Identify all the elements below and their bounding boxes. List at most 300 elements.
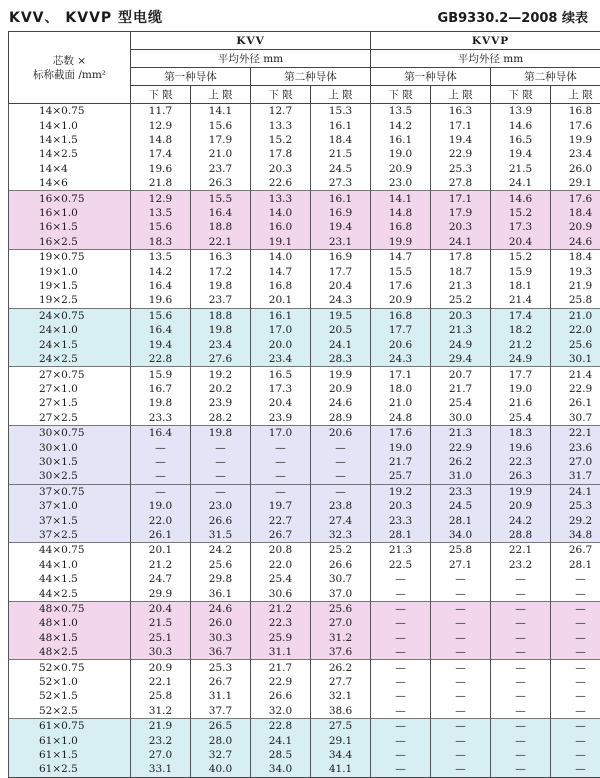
value-cell: 21.3 [371, 543, 431, 558]
value-cell: 32.3 [311, 528, 371, 543]
table-row [9, 513, 600, 527]
value-cell: 16.4 [131, 425, 191, 440]
value-cell: 19.2 [371, 484, 431, 499]
value-cell: 26.0 [551, 162, 600, 176]
value-cell: 34.8 [551, 528, 600, 543]
value-cell: 24.3 [371, 352, 431, 367]
table-row [9, 264, 600, 278]
value-cell: 31.2 [131, 704, 191, 719]
value-cell: — [491, 704, 551, 719]
value-cell: 16.8 [371, 308, 431, 323]
value-cell: 27.1 [431, 558, 491, 572]
value-cell: 22.0 [551, 323, 600, 337]
row-spec-cell: 48×1.0 [9, 616, 131, 630]
row-spec-cell: 37×0.75 [9, 484, 131, 499]
value-cell: 25.3 [191, 660, 251, 675]
table-row [9, 704, 600, 719]
value-cell: 16.4 [191, 206, 251, 220]
value-cell: 15.9 [491, 264, 551, 278]
value-cell: 17.6 [371, 279, 431, 293]
value-cell: 16.1 [251, 308, 311, 323]
value-cell: 21.7 [431, 382, 491, 396]
value-cell: 23.6 [551, 440, 600, 454]
value-cell: — [371, 616, 431, 630]
value-cell: 21.8 [131, 176, 191, 191]
row-spec-cell: 37×1.5 [9, 513, 131, 527]
value-cell: 28.2 [191, 411, 251, 426]
upper-limit-header: 上 限 [191, 86, 251, 104]
value-cell: 30.6 [251, 586, 311, 601]
value-cell: 24.1 [551, 484, 600, 499]
value-cell: — [551, 704, 600, 719]
value-cell: 27.0 [131, 748, 191, 762]
value-cell: 17.8 [431, 250, 491, 265]
value-cell: 33.1 [131, 762, 191, 777]
value-cell: 31.1 [191, 689, 251, 703]
value-cell: — [431, 572, 491, 586]
value-cell: 24.3 [311, 293, 371, 308]
value-cell: 27.4 [311, 513, 371, 527]
value-cell: 32.0 [251, 704, 311, 719]
kvvp-avg-od-header: 平均外径 mm [371, 50, 600, 68]
value-cell: 27.5 [311, 719, 371, 734]
value-cell: 15.2 [491, 250, 551, 265]
value-cell: 12.9 [131, 191, 191, 206]
value-cell: 17.1 [431, 118, 491, 132]
value-cell: 20.4 [491, 235, 551, 250]
row-spec-cell: 44×0.75 [9, 543, 131, 558]
table-row [9, 601, 600, 616]
value-cell: — [311, 455, 371, 469]
value-cell: 25.4 [431, 396, 491, 410]
table-row [9, 147, 600, 161]
table-row [9, 206, 600, 220]
value-cell: 23.2 [491, 558, 551, 572]
table-row [9, 382, 600, 396]
row-spec-cell: 19×1.0 [9, 264, 131, 278]
table-row [9, 543, 600, 558]
value-cell: 22.1 [191, 235, 251, 250]
value-cell: 13.9 [491, 104, 551, 119]
value-cell: — [371, 762, 431, 777]
table-row [9, 250, 600, 265]
table-row [9, 733, 600, 747]
value-cell: 21.2 [491, 338, 551, 352]
value-cell: 24.8 [371, 411, 431, 426]
value-cell: — [491, 645, 551, 660]
upper-limit-header: 上 限 [551, 86, 600, 104]
value-cell: 25.3 [551, 499, 600, 513]
value-cell: 22.9 [251, 675, 311, 689]
value-cell: 22.0 [131, 513, 191, 527]
value-cell: 19.8 [191, 425, 251, 440]
value-cell: 26.1 [131, 528, 191, 543]
value-cell: 19.9 [371, 235, 431, 250]
value-cell: 18.3 [491, 425, 551, 440]
row-spec-cell: 44×1.5 [9, 572, 131, 586]
table-row [9, 396, 600, 410]
value-cell: 22.3 [491, 455, 551, 469]
row-spec-cell: 14×2.5 [9, 147, 131, 161]
row-label-line2: 标称截面 /mm² [9, 68, 130, 82]
value-cell: 23.3 [131, 411, 191, 426]
table-row [9, 235, 600, 250]
table-row [9, 338, 600, 352]
upper-limit-header: 上 限 [431, 86, 491, 104]
value-cell: 21.0 [371, 396, 431, 410]
table-row [9, 162, 600, 176]
row-spec-cell: 52×0.75 [9, 660, 131, 675]
value-cell: — [371, 572, 431, 586]
kvvp-conductor1-header: 第一种导体 [371, 68, 491, 86]
value-cell: 25.2 [431, 293, 491, 308]
value-cell: 22.9 [431, 147, 491, 161]
value-cell: — [431, 586, 491, 601]
value-cell: — [551, 733, 600, 747]
value-cell: 23.4 [551, 147, 600, 161]
row-spec-cell: 24×1.5 [9, 338, 131, 352]
value-cell: 20.6 [311, 425, 371, 440]
value-cell: — [311, 440, 371, 454]
value-cell: 22.9 [431, 440, 491, 454]
value-cell: 23.2 [131, 733, 191, 747]
value-cell: 24.2 [191, 543, 251, 558]
value-cell: 17.4 [491, 308, 551, 323]
value-cell: 19.4 [491, 147, 551, 161]
value-cell: — [551, 631, 600, 645]
value-cell: 17.7 [311, 264, 371, 278]
value-cell: 21.9 [131, 719, 191, 734]
table-row [9, 367, 600, 382]
value-cell: 16.1 [311, 191, 371, 206]
value-cell: 14.1 [191, 104, 251, 119]
table-row [9, 220, 600, 234]
value-cell: 27.3 [311, 176, 371, 191]
kvv-conductor1-header: 第一种导体 [131, 68, 251, 86]
value-cell: 29.2 [551, 513, 600, 527]
value-cell: 27.0 [311, 616, 371, 630]
lower-limit-header: 下 限 [131, 86, 191, 104]
value-cell: 26.7 [551, 543, 600, 558]
value-cell: 18.1 [491, 279, 551, 293]
table-row [9, 631, 600, 645]
value-cell: 25.6 [191, 558, 251, 572]
table-row [9, 118, 600, 132]
value-cell: — [371, 631, 431, 645]
value-cell: 29.9 [131, 586, 191, 601]
value-cell: 18.4 [311, 133, 371, 147]
value-cell: 28.5 [251, 748, 311, 762]
value-cell: 14.1 [371, 191, 431, 206]
value-cell: 25.6 [551, 338, 600, 352]
value-cell: 17.0 [251, 425, 311, 440]
value-cell: 20.9 [551, 220, 600, 234]
value-cell: — [431, 719, 491, 734]
value-cell: 13.5 [371, 104, 431, 119]
value-cell: 16.4 [131, 323, 191, 337]
row-spec-cell: 48×0.75 [9, 601, 131, 616]
value-cell: 18.0 [371, 382, 431, 396]
value-cell: 16.9 [311, 206, 371, 220]
value-cell: 19.8 [131, 396, 191, 410]
value-cell: 19.8 [191, 323, 251, 337]
table-row [9, 191, 600, 206]
value-cell: 28.1 [371, 528, 431, 543]
value-cell: 32.7 [191, 748, 251, 762]
value-cell: 15.2 [491, 206, 551, 220]
value-cell: — [371, 645, 431, 660]
row-spec-cell: 61×1.5 [9, 748, 131, 762]
value-cell: 20.3 [371, 499, 431, 513]
value-cell: 30.1 [551, 352, 600, 367]
row-spec-cell: 61×2.5 [9, 762, 131, 777]
value-cell: 20.6 [371, 338, 431, 352]
value-cell: 15.5 [191, 191, 251, 206]
value-cell: 19.4 [131, 338, 191, 352]
value-cell: 20.3 [431, 308, 491, 323]
value-cell: 20.9 [131, 660, 191, 675]
value-cell: — [371, 660, 431, 675]
row-spec-cell: 27×1.5 [9, 396, 131, 410]
kvvp-conductor2-header: 第二种导体 [491, 68, 600, 86]
value-cell: 25.9 [251, 631, 311, 645]
value-cell: 41.1 [311, 762, 371, 777]
value-cell: 23.1 [311, 235, 371, 250]
row-spec-cell: 30×1.5 [9, 455, 131, 469]
value-cell: 16.5 [491, 133, 551, 147]
value-cell: — [371, 675, 431, 689]
value-cell: 22.1 [551, 425, 600, 440]
value-cell: 24.5 [431, 499, 491, 513]
value-cell: 31.5 [191, 528, 251, 543]
value-cell: 17.3 [251, 382, 311, 396]
value-cell: 27.7 [311, 675, 371, 689]
value-cell: 24.1 [311, 338, 371, 352]
value-cell: 26.6 [311, 558, 371, 572]
value-cell: 19.9 [491, 484, 551, 499]
value-cell: 24.9 [431, 338, 491, 352]
value-cell: 27.0 [551, 455, 600, 469]
value-cell: — [251, 455, 311, 469]
row-spec-cell: 44×2.5 [9, 586, 131, 601]
value-cell: 26.2 [431, 455, 491, 469]
value-cell: 23.9 [191, 396, 251, 410]
value-cell: 23.3 [371, 513, 431, 527]
table-row [9, 323, 600, 337]
value-cell: 28.0 [191, 733, 251, 747]
lower-limit-header: 下 限 [251, 86, 311, 104]
table-row [9, 176, 600, 191]
table-row [9, 425, 600, 440]
value-cell: — [491, 675, 551, 689]
value-cell: — [431, 616, 491, 630]
value-cell: 16.8 [251, 279, 311, 293]
value-cell: — [491, 762, 551, 777]
value-cell: — [431, 660, 491, 675]
value-cell: 15.9 [131, 367, 191, 382]
table-row [9, 660, 600, 675]
row-spec-cell: 19×1.5 [9, 279, 131, 293]
value-cell: 16.4 [131, 279, 191, 293]
value-cell: 17.7 [491, 367, 551, 382]
value-cell: 21.3 [431, 323, 491, 337]
table-row [9, 279, 600, 293]
value-cell: — [491, 601, 551, 616]
row-spec-cell: 14×6 [9, 176, 131, 191]
table-row [9, 308, 600, 323]
row-spec-cell: 37×2.5 [9, 528, 131, 543]
value-cell: 29.8 [191, 572, 251, 586]
table-row [9, 719, 600, 734]
value-cell: 20.4 [311, 279, 371, 293]
value-cell: — [191, 440, 251, 454]
value-cell: — [431, 645, 491, 660]
value-cell: — [131, 440, 191, 454]
value-cell: — [491, 719, 551, 734]
row-spec-cell: 19×2.5 [9, 293, 131, 308]
value-cell: 19.4 [431, 133, 491, 147]
table-row [9, 689, 600, 703]
value-cell: 37.0 [311, 586, 371, 601]
table-row [9, 484, 600, 499]
value-cell: 14.8 [371, 206, 431, 220]
value-cell: 18.2 [491, 323, 551, 337]
value-cell: 32.1 [311, 689, 371, 703]
value-cell: 18.3 [131, 235, 191, 250]
value-cell: 19.1 [251, 235, 311, 250]
row-spec-cell: 14×0.75 [9, 104, 131, 119]
row-label-header [9, 32, 131, 104]
value-cell: 27.8 [431, 176, 491, 191]
table-row [9, 558, 600, 572]
value-cell: 30.3 [131, 645, 191, 660]
table-row [9, 572, 600, 586]
value-cell: 31.2 [311, 631, 371, 645]
value-cell: 29.4 [431, 352, 491, 367]
value-cell: 19.8 [191, 279, 251, 293]
value-cell: 19.0 [491, 382, 551, 396]
value-cell: 20.7 [431, 367, 491, 382]
value-cell: 14.8 [131, 133, 191, 147]
value-cell: 30.3 [191, 631, 251, 645]
row-spec-cell: 61×0.75 [9, 719, 131, 734]
value-cell: — [491, 748, 551, 762]
row-spec-cell: 24×2.5 [9, 352, 131, 367]
value-cell: 23.7 [191, 162, 251, 176]
value-cell: — [551, 572, 600, 586]
value-cell: 17.0 [251, 323, 311, 337]
kvv-header: KVV [131, 32, 371, 50]
value-cell: 16.5 [251, 367, 311, 382]
value-cell: — [551, 719, 600, 734]
value-cell: 14.0 [251, 250, 311, 265]
table-row [9, 762, 600, 777]
value-cell: 26.6 [191, 513, 251, 527]
value-cell: 25.8 [131, 689, 191, 703]
value-cell: 21.2 [251, 601, 311, 616]
value-cell: 19.2 [191, 367, 251, 382]
table-row [9, 675, 600, 689]
value-cell: — [371, 748, 431, 762]
value-cell: 22.9 [551, 382, 600, 396]
table-row [9, 455, 600, 469]
value-cell: 19.6 [491, 440, 551, 454]
value-cell: 25.3 [431, 162, 491, 176]
value-cell: 22.7 [251, 513, 311, 527]
value-cell: 23.9 [251, 411, 311, 426]
value-cell: 20.8 [251, 543, 311, 558]
value-cell: 21.5 [311, 147, 371, 161]
value-cell: 26.0 [191, 616, 251, 630]
value-cell: 31.1 [251, 645, 311, 660]
table-row [9, 293, 600, 308]
value-cell: 12.7 [251, 104, 311, 119]
value-cell: — [491, 616, 551, 630]
value-cell: — [551, 675, 600, 689]
kvv-avg-od-header: 平均外径 mm [131, 50, 371, 68]
lower-limit-header: 下 限 [371, 86, 431, 104]
row-label-line1: 芯数 × [9, 54, 130, 68]
value-cell: 16.3 [431, 104, 491, 119]
value-cell: 18.7 [431, 264, 491, 278]
value-cell: 25.6 [311, 601, 371, 616]
value-cell: — [551, 689, 600, 703]
value-cell: — [491, 631, 551, 645]
table-row [9, 411, 600, 426]
value-cell: 17.6 [551, 118, 600, 132]
value-cell: 21.7 [371, 455, 431, 469]
value-cell: 20.9 [491, 499, 551, 513]
value-cell: 19.7 [251, 499, 311, 513]
value-cell: — [431, 631, 491, 645]
row-spec-cell: 37×1.0 [9, 499, 131, 513]
value-cell: 21.9 [551, 279, 600, 293]
value-cell: 21.2 [131, 558, 191, 572]
value-cell: 17.8 [251, 147, 311, 161]
value-cell: — [431, 704, 491, 719]
value-cell: 34.0 [251, 762, 311, 777]
value-cell: — [131, 484, 191, 499]
value-cell: 15.3 [311, 104, 371, 119]
value-cell: 15.5 [371, 264, 431, 278]
value-cell: 21.0 [191, 147, 251, 161]
value-cell: 17.6 [551, 191, 600, 206]
value-cell: 13.3 [251, 191, 311, 206]
value-cell: 22.1 [131, 675, 191, 689]
row-spec-cell: 30×2.5 [9, 469, 131, 484]
kvv-conductor2-header: 第二种导体 [251, 68, 371, 86]
value-cell: 17.9 [431, 206, 491, 220]
kvvp-header: KVVP [371, 32, 600, 50]
value-cell: 30.0 [431, 411, 491, 426]
value-cell: 24.1 [491, 176, 551, 191]
value-cell: 16.7 [131, 382, 191, 396]
value-cell: 15.6 [131, 220, 191, 234]
row-spec-cell: 52×1.5 [9, 689, 131, 703]
value-cell: 38.6 [311, 704, 371, 719]
row-spec-cell: 24×1.0 [9, 323, 131, 337]
value-cell: 26.1 [551, 396, 600, 410]
value-cell: 22.8 [251, 719, 311, 734]
value-cell: 18.4 [551, 250, 600, 265]
value-cell: 23.0 [191, 499, 251, 513]
value-cell: 24.2 [491, 513, 551, 527]
cable-diameter-table [8, 31, 600, 778]
value-cell: — [431, 675, 491, 689]
value-cell: 19.0 [131, 499, 191, 513]
value-cell: 28.8 [491, 528, 551, 543]
value-cell: — [131, 469, 191, 484]
